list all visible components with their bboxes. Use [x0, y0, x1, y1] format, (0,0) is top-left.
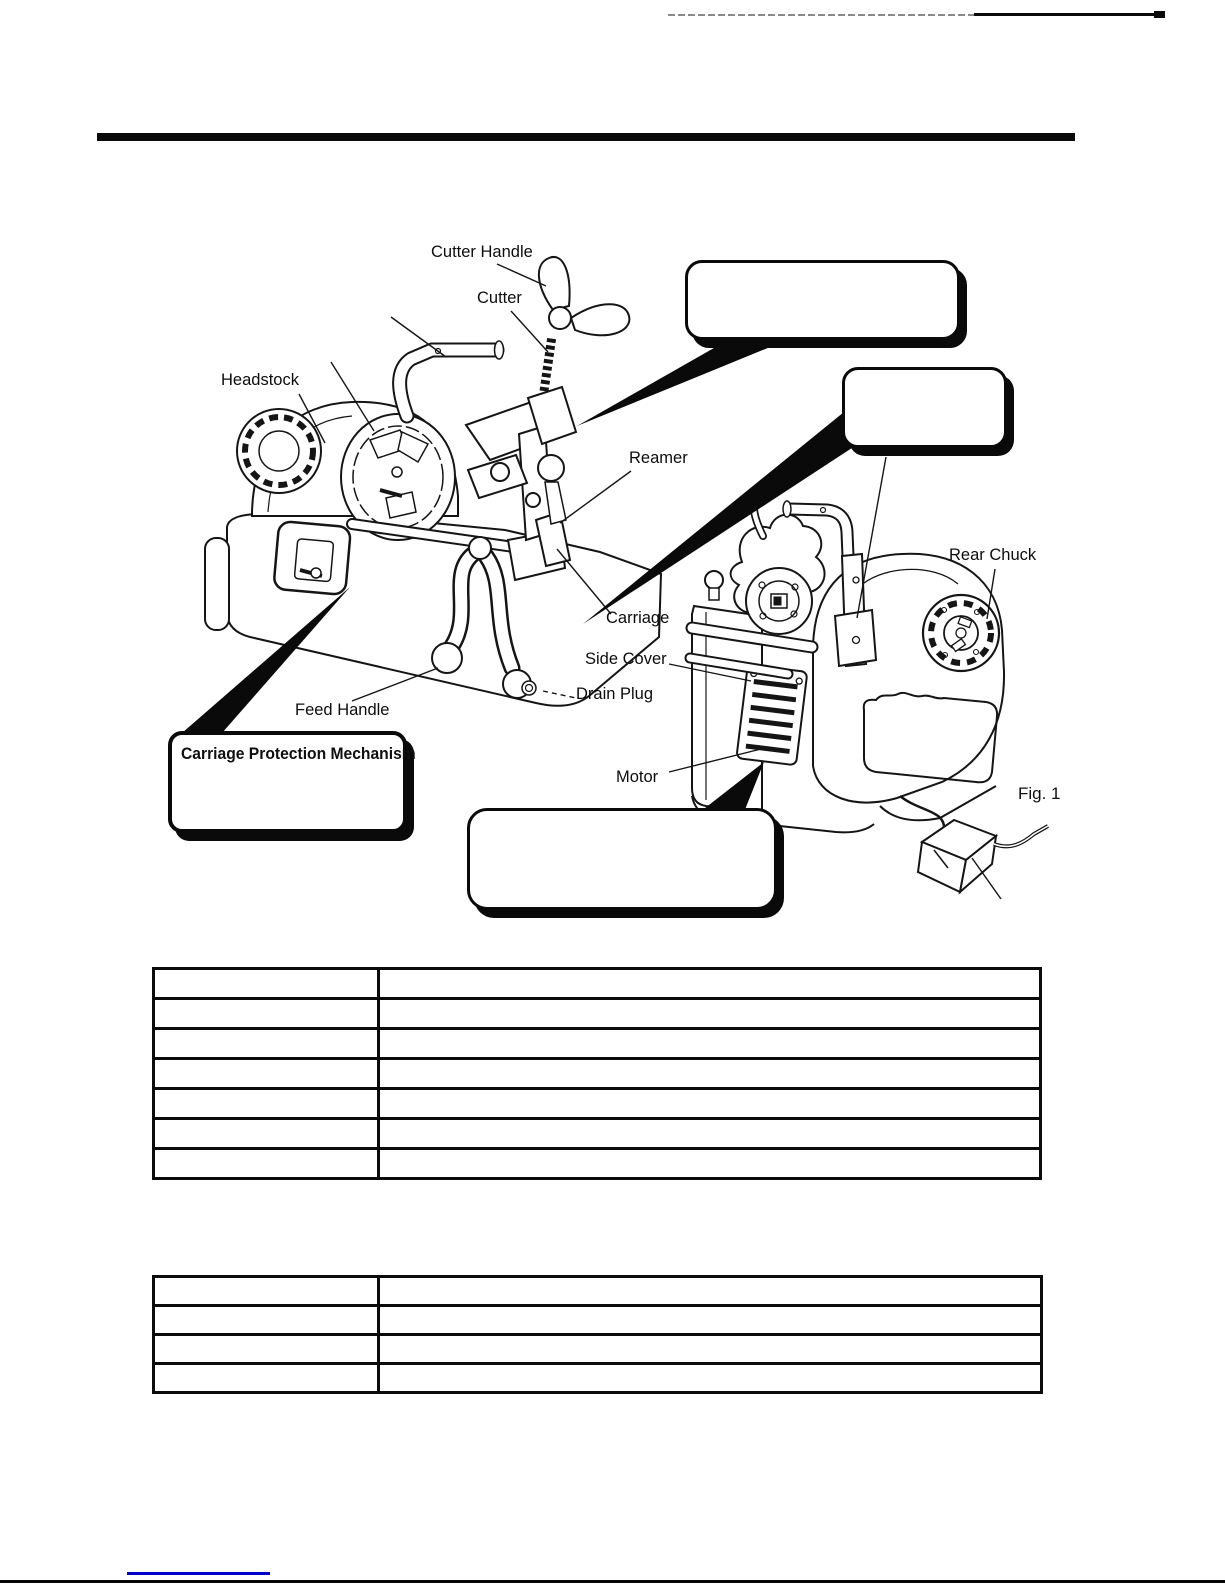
parts-table: [152, 967, 1042, 1180]
table-row: [154, 999, 1041, 1029]
table-cell: [379, 1029, 1041, 1059]
table-cell: [154, 999, 379, 1029]
table-cell: [154, 1089, 379, 1119]
label-carriage: Carriage: [606, 609, 670, 627]
figure-caption: Fig. 1: [1018, 784, 1061, 803]
callout-box-top-right: [685, 260, 960, 340]
table-cell: [379, 1089, 1041, 1119]
label-rear-chuck: Rear Chuck: [949, 546, 1037, 564]
label-motor: Motor: [616, 768, 659, 786]
table-cell: [379, 1335, 1042, 1364]
front-machine-sketch: [205, 257, 661, 706]
callout-box-bottom: [467, 808, 777, 910]
table-cell: [154, 1059, 379, 1089]
table-row: [154, 1149, 1041, 1179]
label-reamer: Reamer: [629, 449, 688, 467]
table-row: [154, 1364, 1042, 1393]
table-row: [154, 1029, 1041, 1059]
table-cell: [154, 1277, 379, 1306]
table-cell: [379, 969, 1041, 999]
label-side-cover: Side Cover: [585, 650, 667, 668]
table-row: [154, 1306, 1042, 1335]
table-cell: [379, 1306, 1042, 1335]
callout-box-carriage-protection: [168, 731, 416, 833]
table-cell: [379, 1059, 1041, 1089]
table-cell: [379, 999, 1041, 1029]
table-row: [154, 969, 1041, 999]
table-cell: [154, 1364, 379, 1393]
table-cell: [379, 1277, 1042, 1306]
table-cell: [154, 1119, 379, 1149]
table-cell: [154, 1306, 379, 1335]
label-headstock: Headstock: [221, 371, 299, 389]
table-row: [154, 1335, 1042, 1364]
table-row: [154, 1119, 1041, 1149]
table-row: [154, 1277, 1042, 1306]
callout-box-mid-right: [842, 367, 1007, 448]
table-cell: [154, 1029, 379, 1059]
table-cell: [379, 1119, 1041, 1149]
carriage-protection-label: Carriage Protection Mechanism: [181, 744, 416, 763]
table-cell: [154, 1149, 379, 1179]
spec-table: [152, 1275, 1043, 1394]
label-feed-handle: Feed Handle: [295, 701, 390, 719]
table-row: [154, 1089, 1041, 1119]
table-cell: [154, 1335, 379, 1364]
label-drain-plug: Drain Plug: [576, 685, 654, 703]
table-cell: [379, 1364, 1042, 1393]
table-row: [154, 1059, 1041, 1089]
table-cell: [379, 1149, 1041, 1179]
table-cell: [154, 969, 379, 999]
label-cutter-handle: Cutter Handle: [431, 243, 533, 261]
label-cutter: Cutter: [477, 289, 522, 307]
